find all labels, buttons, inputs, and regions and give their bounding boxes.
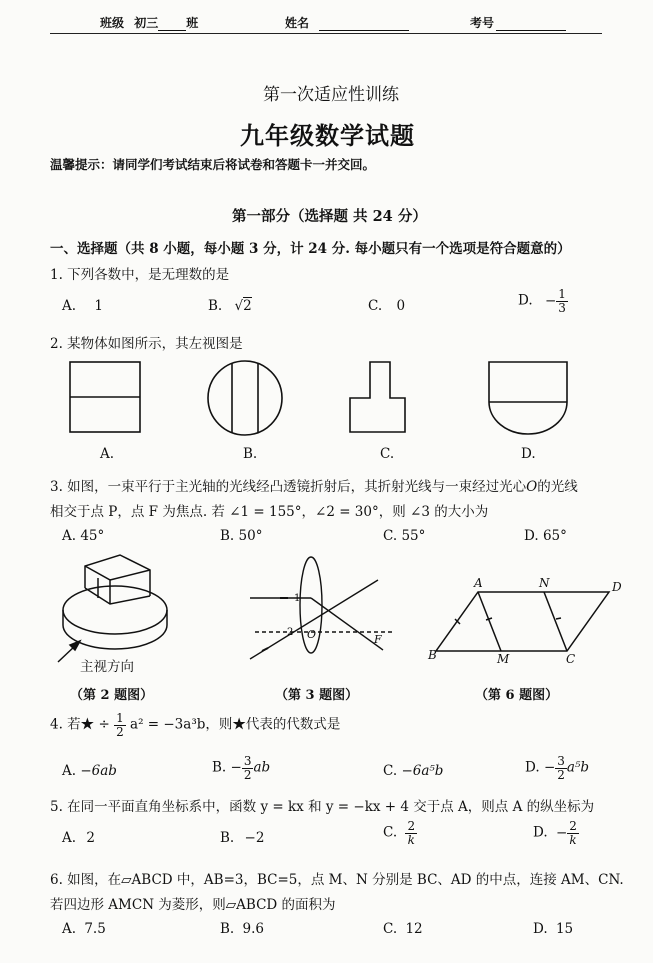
option-label: D. — [533, 824, 548, 841]
q5-option-c[interactable] — [383, 820, 417, 846]
q2-label-a: A. — [100, 446, 115, 462]
fraction — [242, 755, 254, 781]
option-value: 12 — [405, 921, 423, 937]
q4-option-b[interactable] — [212, 755, 270, 781]
option-label: B. — [212, 759, 227, 776]
class-prefix: 初三 — [134, 16, 159, 30]
q5-option-d[interactable] — [533, 820, 579, 846]
option-label: D. — [524, 528, 539, 544]
q4-text — [50, 712, 340, 738]
q6-option-d[interactable] — [533, 921, 573, 937]
fig3-label-1: 1 — [294, 593, 301, 604]
option-label: C. — [383, 824, 398, 841]
q6-option-c[interactable] — [383, 921, 423, 937]
fig3-label-2: 2 — [287, 627, 294, 638]
option-value: 9.6 — [242, 921, 264, 937]
view-direction-arrow — [58, 641, 80, 662]
sqrt-sign: √ — [234, 298, 244, 314]
class-suffix: 班 — [186, 16, 199, 30]
q2-label-b: B. — [243, 446, 258, 462]
option-value: 7.5 — [84, 921, 106, 937]
q4-fraction — [114, 712, 126, 738]
option-value: a⁵b — [566, 759, 589, 776]
q4-option-a[interactable] — [62, 763, 117, 779]
fig6-label-c: C — [566, 652, 576, 666]
q2-label-c: C. — [380, 446, 395, 462]
fig6-label-a: A — [474, 576, 483, 590]
option-label: B. — [220, 528, 235, 544]
option-label: A. — [62, 298, 77, 314]
q2-label-d: D. — [521, 446, 536, 462]
fig2-direction-label: 主视方向 — [80, 659, 134, 675]
minus-sign: − — [544, 292, 557, 309]
q6-option-b[interactable] — [220, 921, 264, 937]
option-value: 15 — [555, 921, 574, 937]
fraction — [555, 755, 567, 781]
denominator: k — [407, 832, 415, 847]
option-value: 50° — [238, 528, 263, 544]
option-label: B. — [220, 830, 235, 846]
q3-line1-pre: 3. 如图，一束平行于主光轴的光线经凸透镜折射后，其折射光线与一束经过光心 — [50, 479, 527, 495]
fig6-caption: （第 6 题图） — [475, 688, 559, 703]
q4-option-d[interactable] — [525, 755, 589, 781]
option-value: −2 — [244, 830, 265, 846]
option-label: C. — [383, 528, 398, 544]
option-value: 0 — [396, 298, 406, 314]
subtitle: 第一次适应性训练 — [263, 85, 399, 105]
option-label: D. — [533, 921, 548, 937]
fig3-label-f: F — [374, 633, 382, 646]
denominator: 2 — [116, 724, 124, 739]
numerator: 1 — [558, 287, 566, 301]
exam-no-label: 考号 — [470, 16, 495, 30]
numerator: 2 — [407, 819, 416, 833]
option-label: B. — [220, 921, 235, 937]
fig6-label-b: B — [428, 648, 437, 662]
radicand: 2 — [243, 298, 252, 314]
option-label: A. — [62, 830, 77, 846]
q4-mid: a² = −3a³b，则★代表的代数式是 — [130, 716, 341, 733]
numerator: 3 — [243, 754, 252, 768]
fraction — [567, 820, 579, 846]
name-label: 姓名 — [285, 16, 310, 30]
fig2-solid — [63, 555, 167, 649]
q6-line1: 6. 如图，在▱ABCD 中，AB=3，BC=5，点 M、N 分别是 BC、AD 的中点，连接 AM、CN. — [50, 872, 624, 888]
minus-sign: − — [230, 759, 242, 776]
tip: 温馨提示：请同学们考试结束后将试卷和答题卡一并交回。 — [50, 157, 376, 172]
option-label: A. — [62, 528, 77, 544]
option-value: 45° — [80, 528, 105, 544]
part1-heading: 第一部分（选择题 共 24 分） — [232, 208, 427, 225]
option-label: D. — [518, 292, 533, 309]
minus-sign: − — [555, 824, 568, 841]
numerator: 2 — [569, 819, 577, 833]
q6-line2: 若四边形 AMCN 为菱形，则▱ABCD 的面积为 — [50, 897, 336, 913]
option-label: C. — [383, 763, 398, 779]
denominator: 2 — [557, 767, 565, 782]
q3-point-o: O — [526, 479, 538, 495]
option-label: A. — [62, 921, 77, 937]
q6-option-a[interactable] — [62, 921, 106, 937]
fig3-label-o: O — [307, 628, 317, 641]
fig3-caption: （第 3 题图） — [275, 688, 359, 703]
q3-line1-post: 的光线 — [537, 479, 578, 495]
q1-text: 1. 下列各数中，是无理数的是 — [50, 267, 230, 283]
option-value: 1 — [94, 298, 103, 314]
option-value: −6a⁵b — [401, 763, 444, 779]
fig3-lens — [250, 557, 392, 659]
option-value: ab — [253, 759, 271, 776]
numerator: 1 — [116, 711, 124, 725]
numerator: 3 — [557, 754, 565, 768]
denominator: k — [569, 832, 577, 847]
minus-sign: − — [543, 759, 556, 776]
q3-line2: 相交于点 P，点 F 为焦点. 若 ∠1 = 155°，∠2 = 30°，则 ∠3 的大小为 — [50, 504, 489, 520]
option-value: 2 — [86, 830, 95, 846]
option-label: B. — [208, 298, 223, 314]
section1-heading: 一、选择题（共 8 小题，每小题 3 分，计 24 分. 每小题只有一个选项是符合题意的） — [50, 241, 571, 257]
q2-text: 2. 某物体如图所示，其左视图是 — [50, 336, 243, 352]
option-value: −6ab — [80, 763, 117, 779]
fig6-label-m: M — [497, 652, 510, 666]
fig6-label-n: N — [539, 576, 550, 590]
denominator: 3 — [558, 300, 566, 315]
option-label: D. — [525, 759, 540, 776]
q5-option-a[interactable] — [62, 830, 95, 846]
fig6-label-d: D — [612, 580, 622, 594]
q5-option-b[interactable] — [220, 830, 264, 846]
option-label: A. — [62, 763, 77, 779]
page-title: 九年级数学试题 — [240, 121, 415, 150]
option-label: C. — [383, 921, 398, 937]
fig2-caption: （第 2 题图） — [70, 688, 154, 703]
fig6-parallelogram — [436, 592, 609, 651]
fraction — [405, 820, 417, 846]
class-label: 班级 — [100, 16, 125, 30]
q4-option-c[interactable] — [383, 763, 443, 779]
option-value: 55° — [401, 528, 426, 544]
q5-text: 5. 在同一平面直角坐标系中，函数 y = kx 和 y = −kx + 4 交于点 A，则点 A 的纵坐标为 — [50, 799, 595, 815]
denominator: 2 — [243, 767, 252, 782]
q4-pre: 4. 若★ ÷ — [50, 716, 110, 733]
option-value: 65° — [542, 528, 567, 544]
option-label: C. — [368, 298, 383, 314]
